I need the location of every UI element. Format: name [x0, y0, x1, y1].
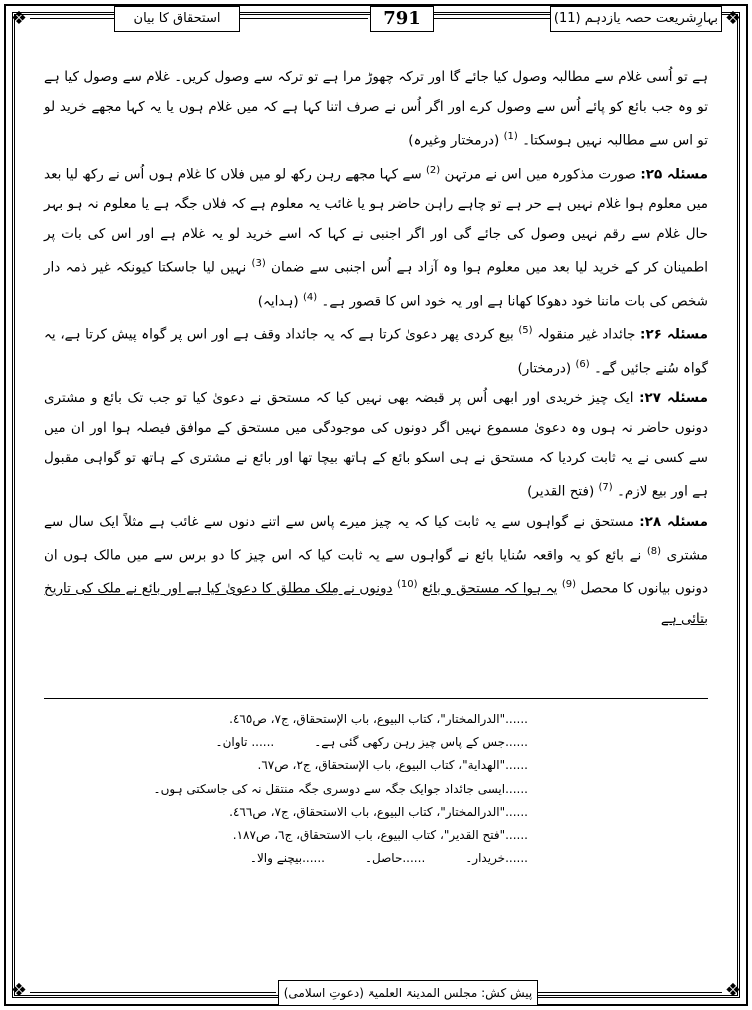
footnote-divider [44, 698, 708, 699]
page-number: 791 [370, 6, 434, 32]
footnote: ......بیچنے والا۔ [249, 851, 325, 866]
footnote-ref: (9) [561, 579, 577, 590]
underlined-text: یہ ہوا کہ مستحق و بائع [421, 580, 558, 597]
header-rule [434, 18, 550, 19]
book-part-title: بہارِشریعت حصہ یازدہم (11) [550, 6, 722, 32]
masala-25 [44, 156, 708, 317]
corner-ornament-icon: ❖ [10, 8, 28, 29]
footnote: ......"الهداية"، کتاب البیوع، باب الإستحقاق، ج۲، ص٦٧. [257, 758, 528, 773]
footnote-ref: (2) [425, 164, 441, 176]
source-citation: (درمختار) [517, 360, 572, 376]
footnote: ......ایسی جائداد جوایک جگہ سے دوسری جگہ منتقل نہ کی جاسکتی ہوں۔ [153, 781, 528, 796]
footnote: ......جس کے پاس چیز رہن رکھی گئی ہے۔ [314, 735, 528, 750]
paragraph-text: بیع کردی پھر دعویٰ کرتا ہے کہ یہ جائداد وقف ہے اور اس پر گواہ پیش کرتا ہے، یہ گواہ سُنے جائیں گے۔ [44, 326, 708, 376]
masala-28 [44, 507, 708, 634]
footnote-ref: (6) [575, 358, 590, 370]
footnote-row [44, 847, 708, 870]
page-footer [30, 980, 722, 1008]
header-rule [30, 18, 114, 19]
source-citation: (ہدایہ) [257, 293, 299, 309]
source-citation: (درمختار وغیرہ) [408, 132, 500, 149]
paragraph-1 [44, 62, 708, 156]
masala-27 [44, 383, 708, 507]
footnote: ......"الدرالمختار"، کتاب البیوع، باب الاستحقاق، ج۷، ص٤٦٦. [229, 804, 528, 819]
footer-rule [30, 992, 276, 993]
corner-ornament-icon: ❖ [724, 8, 742, 29]
paragraph-text: مستحق نے گواہوں سے یہ ثابت کیا کہ یہ چیز میرے پاس سے اتنے دنوں سے غائب ہے مثلاً ایک سال سے مشتری [44, 513, 708, 563]
paragraph-text: نہیں لیا جاسکتا کیونکہ غیر ذمہ دار شخص کی بات ماننا خود دھوکا کھانا ہے اور یہ خود اس کا قصور ہے۔ [44, 259, 708, 309]
footnote-row [44, 731, 708, 754]
corner-ornament-icon: ❖ [10, 980, 28, 1001]
footnote: ......"الدرالمختار"، کتاب البیوع، باب الإستحقاق، ج۷، ص٤٦٥. [229, 712, 528, 726]
footnote-ref: (1) [503, 131, 518, 142]
footer-rule [538, 992, 722, 993]
paragraph-text: نے بائع کو یہ واقعہ سُنایا بائع نے گواہوں سے یہ ثابت کیا کہ اس چیز کا دو برس سے میں مالک ہوں ان دونوں بیانوں کا محصل [44, 547, 708, 597]
footnote: ......"فتح القدیر"، کتاب البیوع، باب الاستحقاق، ج٦، ص١٨٧. [232, 828, 528, 843]
header-rule [240, 18, 368, 19]
footnote: ......خریدار۔ [465, 851, 528, 866]
paragraph-text: ہے تو اُسی غلام سے مطالبہ وصول کیا جائے گا اور ترکہ چھوڑ مرا ہے تو ترکہ سے وصول کریں۔ غلام سے وصول کیا ہے تو وہ جب بائع کو پائے اُس سے وصول کرے اور اگر اُس نے صرف اتنا کہا ہے کہ میں غلام ہوں یا یہ کہا مجھے خرید لو تو اس سے مطالبہ نہیں ہوسکتا۔ [44, 69, 708, 149]
source-citation: (فتح القدیر) [527, 483, 595, 500]
publisher-label: پیش کش: مجلس المدینۃ العلمیۃ (دعوتِ اسلامی) [278, 980, 538, 1006]
main-text [44, 62, 708, 634]
masala-label: مسئلہ ۲۶: [640, 326, 709, 343]
masala-label: مسئلہ ۲۸: [639, 513, 709, 530]
footnote-ref: (8) [646, 545, 662, 557]
footnote-ref: (3) [251, 258, 266, 269]
page-header [30, 6, 722, 32]
footnote: ......حاصل۔ [364, 851, 426, 866]
masala-label: مسئلہ ۲۷: [639, 390, 709, 406]
footnote-ref: (4) [302, 291, 318, 303]
footnotes [44, 708, 708, 870]
masala-26 [44, 316, 708, 383]
chapter-title: استحقاق کا بیان [114, 6, 240, 32]
corner-ornament-icon: ❖ [724, 980, 742, 1001]
footnote-ref: (7) [598, 482, 613, 493]
footnote: ...... تاوان۔ [215, 735, 275, 750]
paragraph-text: سے کہا مجھے رہن رکھ لو میں فلاں کا غلام ہوں اُس نے رکھ لیا بعد میں معلوم ہوا غلام نہیں ہے حر ہے تو چاہے راہن حاضر ہو یا غائب یہ معلوم ہے کہ فلاں جگہ ہے یا معلوم نہ ہو بہر حال غلام سے رقم نہیں وصول کی جائے گی اور اگر اجنبی نے کہا کہ اسے خرید لو یہ غلام ہے اور اس کی بات پر اطمینان کر کے خرید لیا بعد میں معلوم ہوا وہ آزاد ہے اُس اجنبی سے ضمان [44, 166, 709, 276]
paragraph-text: ایک چیز خریدی اور ابھی اُس پر قبضہ بھی نہیں کیا کہ مستحق نے دعویٰ کیا تو جب تک بائع و مشتری دونوں حاضر نہ ہوں وہ دعویٰ مسموع نہیں اگر دونوں کی موجودگی میں مستحق کے موافق فیصلہ ہوا اور ان میں سے کسی نے یہ ثابت کردیا کہ مستحق نے ہی اسکو بائع کے ہاتھ بیچا تھا اور بائع نے مشتری کے ہاتھ تو گواہی مقبول ہے اور بیع لازم۔ [44, 390, 708, 500]
footnote-ref: (10) [396, 579, 418, 590]
masala-label: مسئلہ ۲۵: [640, 166, 708, 182]
paragraph-text: صورت مذکورہ میں اس نے مرتہن [444, 166, 637, 182]
paragraph-text: جائداد غیر منقولہ [537, 326, 636, 343]
underlined-text: دونوں نے مِلک مطلق کا دعویٰ کیا ہے اور بائع نے ملک کی تاریخ بتائی ہے [44, 580, 708, 627]
footnote-ref: (5) [518, 325, 533, 336]
